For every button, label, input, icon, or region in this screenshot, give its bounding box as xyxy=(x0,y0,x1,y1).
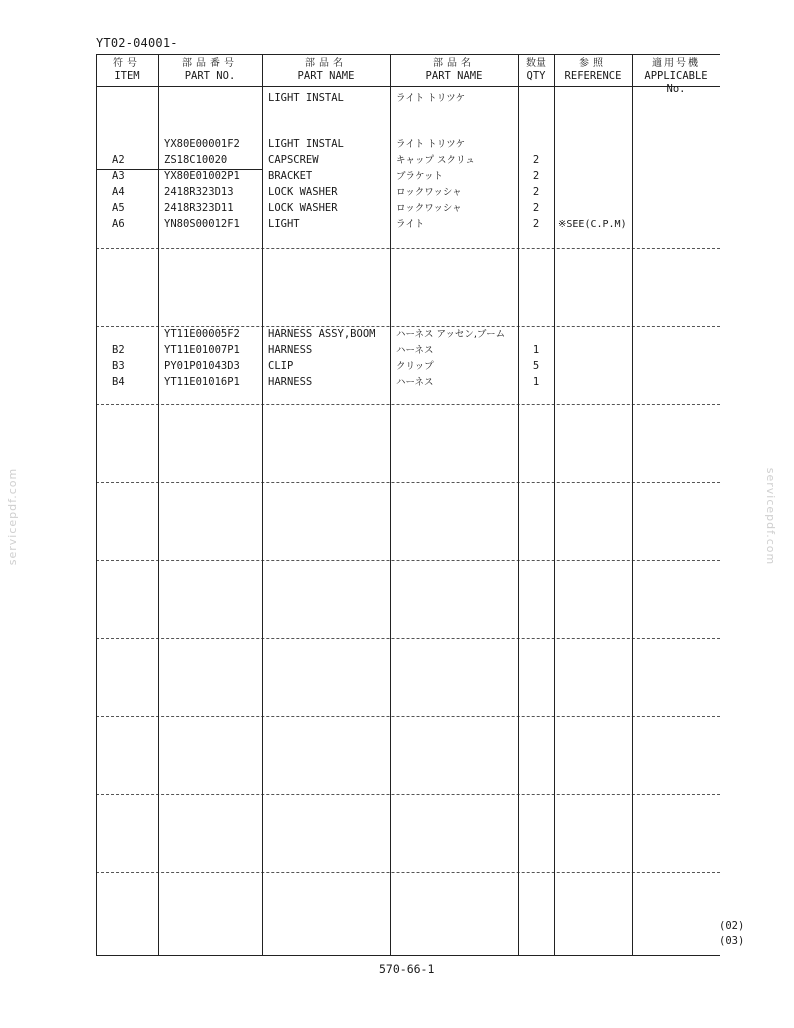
edition-mark: (02) xyxy=(719,920,745,932)
part-number: YT11E01016P1 xyxy=(164,376,240,388)
part-name: LIGHT INSTAL xyxy=(268,138,344,150)
header-item: 符号 ITEM xyxy=(113,58,141,82)
part-name-jp: クリップ xyxy=(396,361,434,372)
part-number: YT11E00005F2 xyxy=(164,328,240,340)
column-rule xyxy=(96,54,97,956)
part-name-jp: ロックワッシャ xyxy=(396,203,462,214)
quantity: 2 xyxy=(532,186,540,198)
part-name: BRACKET xyxy=(268,170,313,182)
row-divider xyxy=(96,716,720,717)
item-code: B4 xyxy=(112,376,125,388)
column-rule xyxy=(554,54,555,956)
column-rule xyxy=(518,54,519,956)
part-name-jp: キャップ スクリュ xyxy=(396,155,475,166)
part-name-jp: ハーネス アッセン,ブーム xyxy=(396,329,506,340)
part-name: HARNESS xyxy=(268,376,313,388)
group-a-title-jp: ライト トリツケ xyxy=(396,93,466,104)
row-divider xyxy=(96,560,720,561)
table-bottom-rule xyxy=(96,955,720,956)
row-divider xyxy=(96,794,720,795)
quantity: 2 xyxy=(532,202,540,214)
item-code: A4 xyxy=(112,186,125,198)
header-rule xyxy=(96,86,720,87)
part-name: CLIP xyxy=(268,360,294,372)
column-rule xyxy=(262,54,263,956)
part-name-jp: ハーネス xyxy=(396,377,434,388)
part-name: HARNESS ASSY,BOOM xyxy=(268,328,376,340)
quantity: 5 xyxy=(532,360,540,372)
column-rule xyxy=(632,54,633,956)
watermark-left: servicepdf.com xyxy=(6,467,20,566)
quantity: 1 xyxy=(532,376,540,388)
part-name: LOCK WASHER xyxy=(268,186,338,198)
part-name: LOCK WASHER xyxy=(268,202,338,214)
row-divider xyxy=(96,248,720,249)
row-divider xyxy=(96,326,720,327)
item-code: A2 xyxy=(112,154,125,166)
edition-mark: (03) xyxy=(719,935,745,947)
part-name-jp: ブラケット xyxy=(396,171,444,182)
part-name-jp: ロックワッシャ xyxy=(396,187,462,198)
quantity: 1 xyxy=(532,344,540,356)
group-a-title: LIGHT INSTAL xyxy=(268,92,344,104)
item-code: A3 xyxy=(112,170,125,182)
quantity: 2 xyxy=(532,218,540,230)
quantity: 2 xyxy=(532,170,540,182)
header-part-name-jp: 部品名 PART NAME xyxy=(425,58,483,82)
part-number: ZS18C10020 xyxy=(164,154,228,166)
part-number: YX80E01002P1 xyxy=(164,170,240,182)
row-divider xyxy=(96,404,720,405)
row-divider xyxy=(96,638,720,639)
row-divider xyxy=(96,482,720,483)
part-name-jp: ハーネス xyxy=(396,345,434,356)
column-rule xyxy=(390,54,391,956)
part-name: CAPSCREW xyxy=(268,154,319,166)
part-number: 2418R323D11 xyxy=(164,202,234,214)
part-name-jp: ライト xyxy=(396,219,425,230)
header-reference: 参照 REFERENCE xyxy=(564,58,622,82)
row-divider xyxy=(96,872,720,873)
part-name-jp: ライト トリツケ xyxy=(396,139,466,150)
part-name: HARNESS xyxy=(268,344,313,356)
header-qty: 数量 QTY xyxy=(526,58,546,82)
item-code: A6 xyxy=(112,218,125,230)
part-number: YN80S00012F1 xyxy=(164,218,240,230)
item-code: B2 xyxy=(112,344,125,356)
part-number: YX80E00001F2 xyxy=(164,138,240,150)
part-number: YT11E01007P1 xyxy=(164,344,240,356)
reference-note: ※SEE(C.P.M) xyxy=(558,219,627,230)
watermark-right: servicepdf.com xyxy=(764,467,778,566)
header-part-no: 部品番号 PART NO. xyxy=(182,58,238,82)
part-name: LIGHT xyxy=(268,218,300,230)
page-number: 570-66-1 xyxy=(379,962,435,976)
item-code: A5 xyxy=(112,202,125,214)
part-number: PY01P01043D3 xyxy=(164,360,240,372)
document-code: YT02-04001- xyxy=(96,36,178,50)
quantity: 2 xyxy=(532,154,540,166)
table-top-rule xyxy=(96,54,720,55)
header-applicable: 適用号機 APPLICABLE No. xyxy=(644,58,708,95)
column-rule xyxy=(158,54,159,956)
header-part-name: 部品名 PART NAME xyxy=(297,58,355,82)
item-code: B3 xyxy=(112,360,125,372)
part-number: 2418R323D13 xyxy=(164,186,234,198)
parts-table xyxy=(96,54,720,956)
